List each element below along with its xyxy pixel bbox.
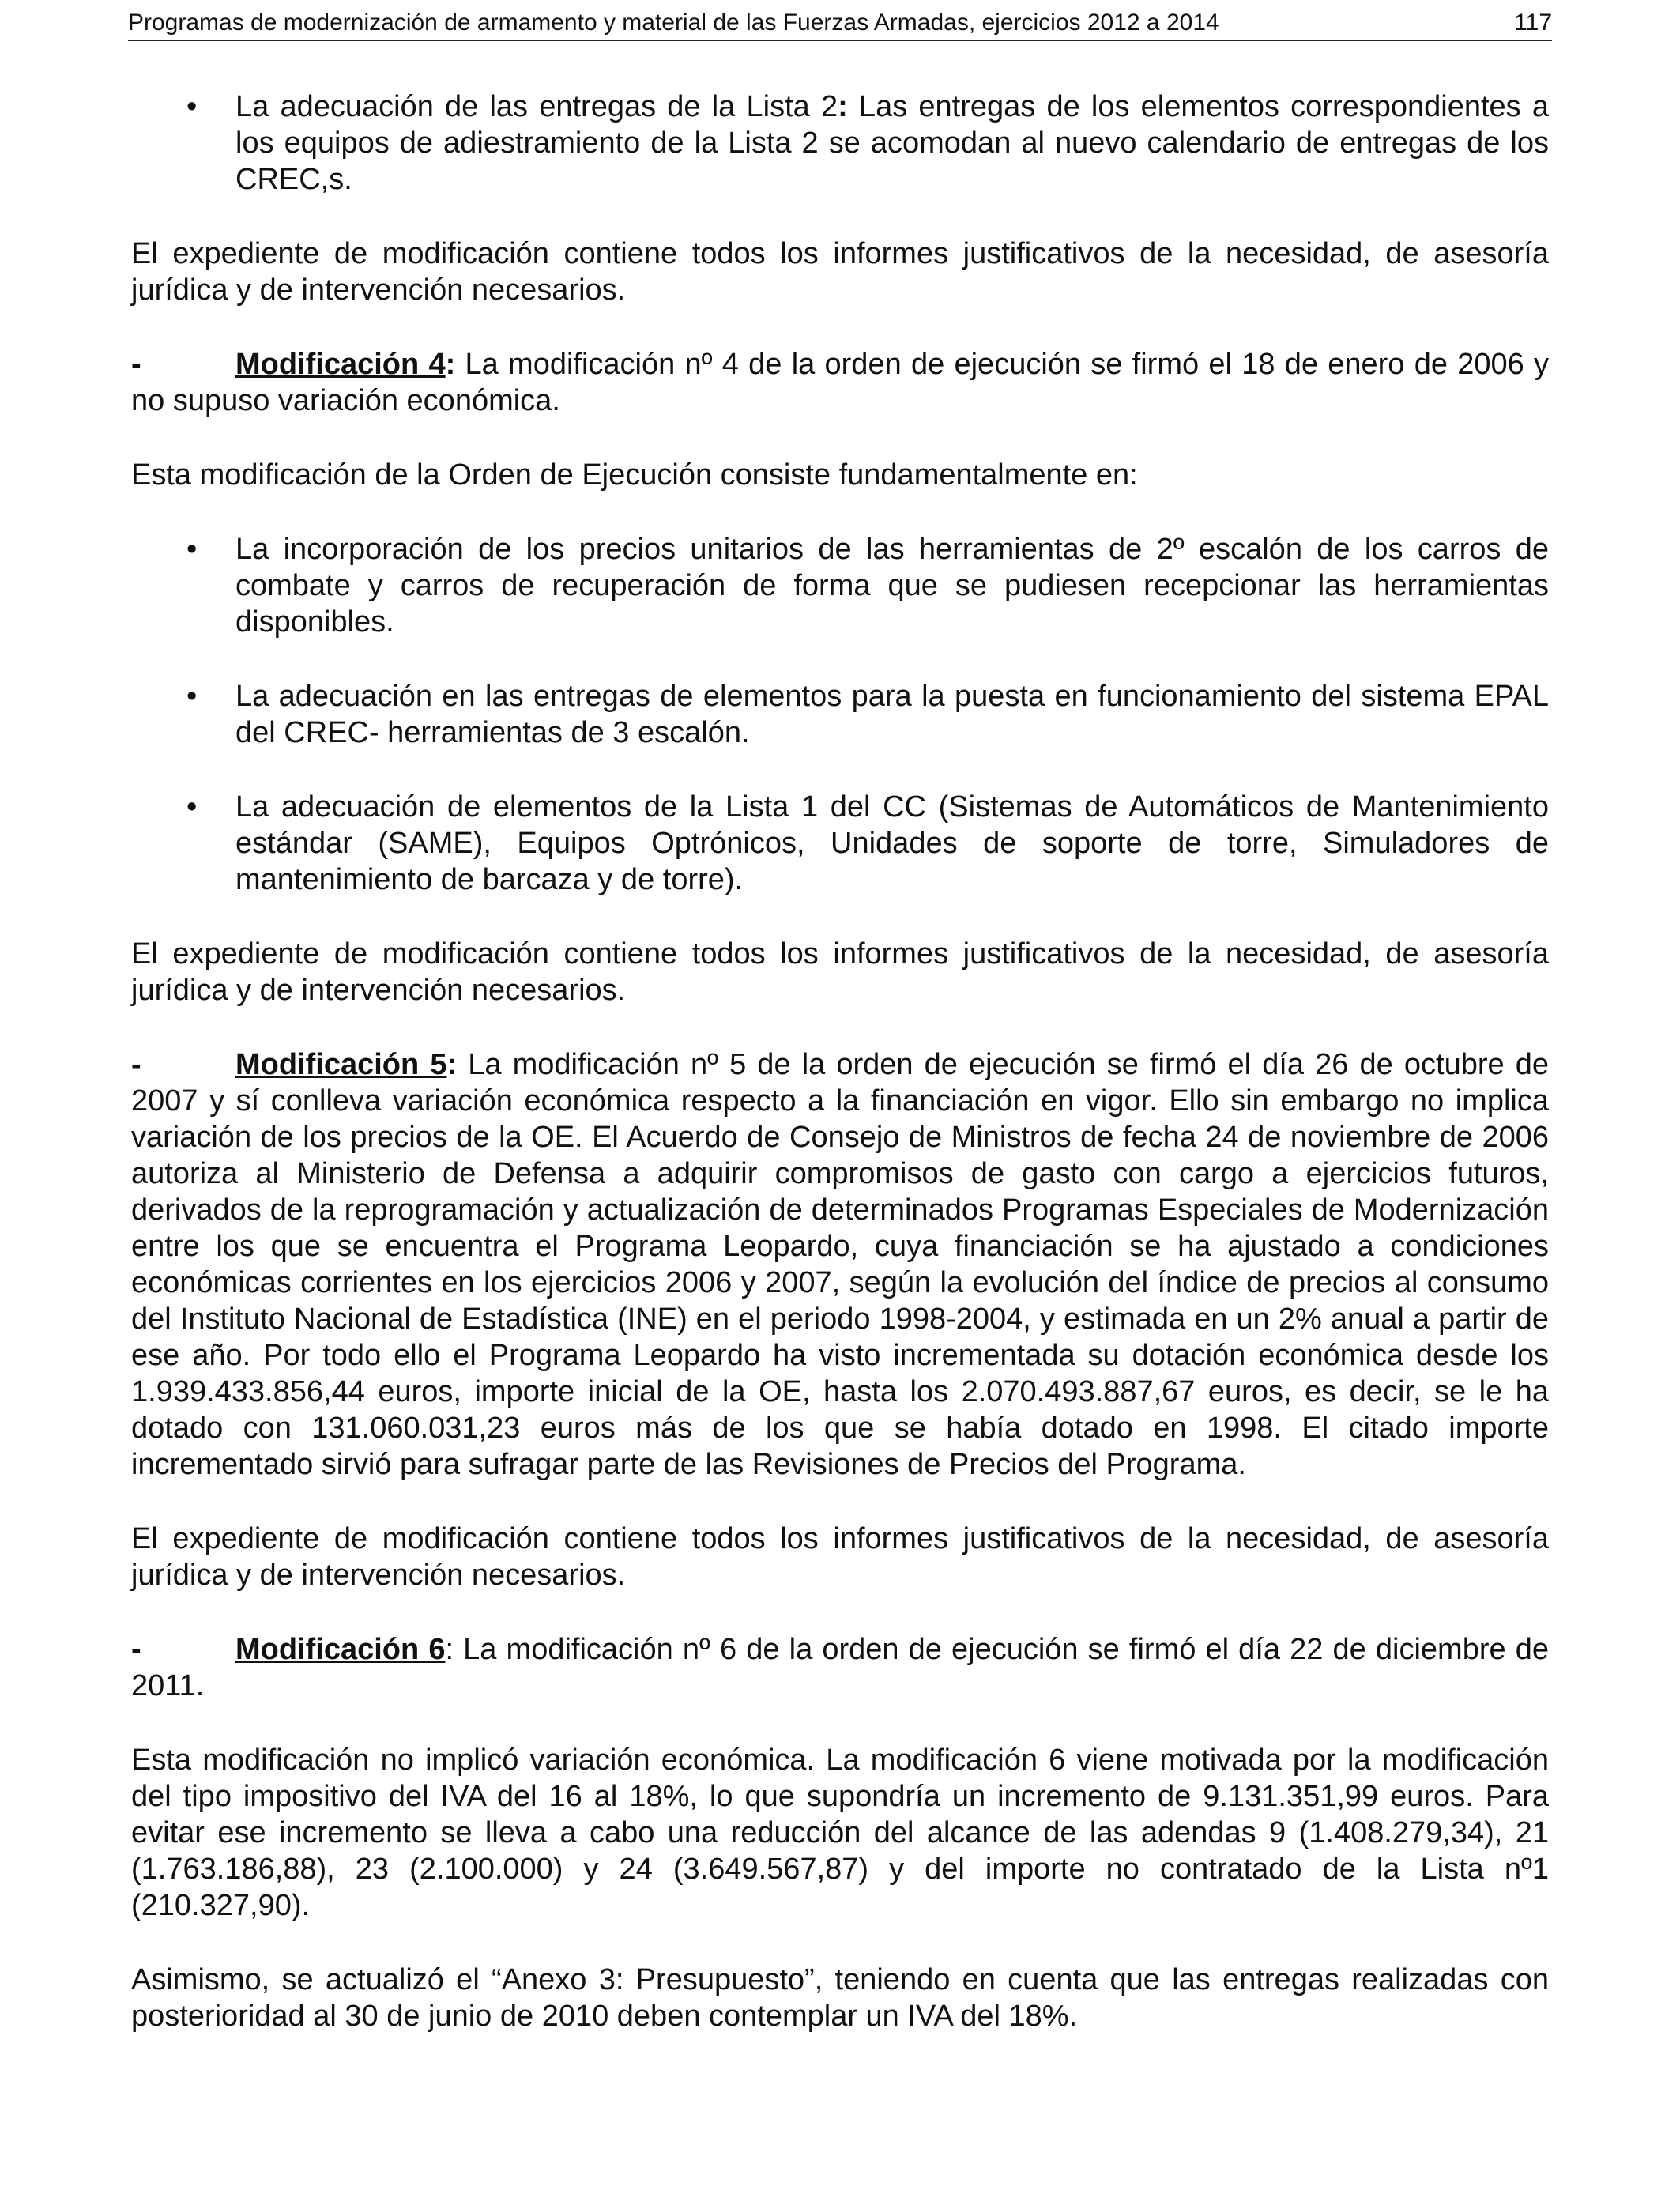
- page-number: 117: [1514, 9, 1552, 36]
- intro-paragraph: Esta modificación de la Orden de Ejecución consiste fundamentalmente en:: [131, 458, 1138, 492]
- modification-title: Modificación 4: [235, 348, 446, 381]
- closing-paragraph: El expediente de modificación contiene todos los informes justificativos de la necesidad, de asesoría jurídica y de intervención necesarios.: [131, 237, 1549, 307]
- modification-colon: :: [446, 1048, 458, 1081]
- body-paragraph: Esta modificación no implicó variación económica. La modificación 6 viene motivada por la modificación del tipo impositivo del IVA del 16 al 18%, lo que supondría un incremento de 9.131.351,99 euros. Para evitar ese incremento se lleva a cabo una reducción del alcance de las adendas 9 (1.408.279,34), 21 (1.763.186,88), 23 (2.100.000) y 24 (3.649.567,87) y del importe no contratado de la Lista nº1 (210.327,90).: [131, 1744, 1549, 1922]
- closing-paragraph: El expediente de modificación contiene todos los informes justificativos de la necesidad, de asesoría jurídica y de intervención necesarios.: [131, 937, 1549, 1007]
- closing-paragraph: El expediente de modificación contiene todos los informes justificativos de la necesidad, de asesoría jurídica y de intervención necesarios.: [131, 1522, 1549, 1592]
- dash-marker: -: [131, 1048, 141, 1081]
- modification-5-paragraph: [131, 1046, 1549, 1483]
- modification-colon: :: [445, 1633, 454, 1666]
- bullet-list-mod4: [131, 531, 1549, 898]
- body-paragraph: Asimismo, se actualizó el “Anexo 3: Presupuesto”, teniendo en cuenta que las entregas realizadas con posterioridad al 30 de junio de 2010 deben contemplar un IVA del 18%.: [131, 1963, 1549, 2033]
- dash-marker: -: [131, 1633, 141, 1666]
- bullet-text: Las entregas de los elementos correspondientes a los equipos de adiestramiento de la Lista 2 se acomodan al nuevo calendario de entregas de los CREC,s.: [235, 90, 1549, 196]
- bullet-colon: :: [838, 90, 848, 123]
- bullet-item: [131, 89, 1549, 198]
- modification-4-heading: [131, 346, 1549, 419]
- modification-text: La modificación nº 6 de la orden de ejecución se firmó el día 22 de diciembre de 2011.: [131, 1633, 1550, 1702]
- modification-6-heading: [131, 1631, 1549, 1704]
- bullet-lead: La adecuación de las entregas de la Lista 2: [235, 90, 838, 123]
- modification-title: Modificación 5: [235, 1048, 447, 1081]
- modification-text: La modificación nº 5 de la orden de ejecución se firmó el día 26 de octubre de 2007 y sí conlleva variación económica respecto a la financiación en vigor. Ello sin embargo no implica variación de los precios de la OE. El Acuerdo de Consejo de Ministros de fecha 24 de noviembre de 2006 autoriza al Ministerio de Defensa a adquirir compromisos de gasto con cargo a ejercicios futuros, derivados de la reprogramación y actualización de determinados Programas Especiales de Modernización entre los que se encuentra el Programa Leopardo, cuya financiación se ha ajustado a condiciones económicas corrientes en los ejercicios 2006 y 2007, según la evolución del índice de precios al consumo del Instituto Nacional de Estadística (INE) en el periodo 1998-2004, y estimada en un 2% anual a partir de ese año. Por todo ello el Programa Leopardo ha visto incrementada su dotación económica desde los 1.939.433.856,44 euros, importe inicial de la OE, hasta los 2.070.493.887,67 euros, es decir, se le ha dotado con 131.060.031,23 euros más de los que se había dotado en 1998. El citado importe incrementado sirvió para sufragar parte de las Revisiones de Precios del Programa.: [131, 1048, 1550, 1481]
- bullet-item: • La adecuación en las entregas de elementos para la puesta en funcionamiento del sistema EPAL del CREC- herramientas de 3 escalón.: [131, 678, 1549, 751]
- bullet-item: • La incorporación de los precios unitarios de las herramientas de 2º escalón de los carros de combate y carros de recuperación de forma que se pudiesen recepcionar las herramientas disponibles.: [131, 531, 1549, 640]
- dash-marker: -: [131, 348, 141, 381]
- modification-colon: :: [445, 348, 456, 381]
- header-title: Programas de modernización de armamento y material de las Fuerzas Armadas, ejercicios 2012 a 2014: [128, 9, 1219, 36]
- modification-text: La modificación nº 4 de la orden de ejecución se firmó el 18 de enero de 2006 y no supuso variación económica.: [131, 348, 1549, 417]
- bullet-list-lista2: [131, 89, 1549, 198]
- modification-title: Modificación 6: [235, 1633, 446, 1666]
- bullet-item: • La adecuación de elementos de la Lista 1 del CC (Sistemas de Automáticos de Mantenimiento estándar (SAME), Equipos Optrónicos, Unidades de soporte de torre, Simuladores de mantenimiento de barcaza y de torre).: [131, 789, 1549, 898]
- page-header: [128, 6, 1552, 41]
- document-body: [131, 89, 1549, 2072]
